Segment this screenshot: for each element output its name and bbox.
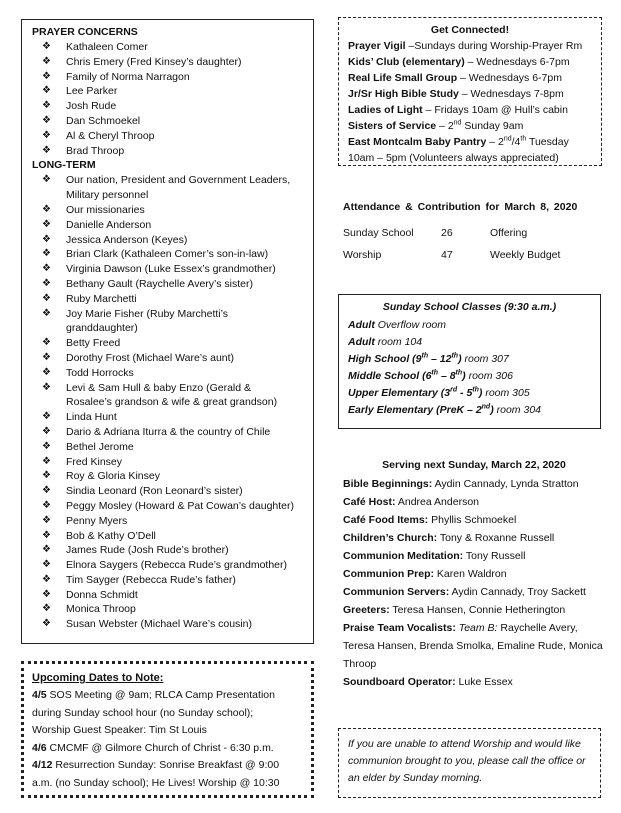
class-name: High School (9th – 12th) bbox=[348, 352, 462, 365]
diamond-bullet-icon: ❖ bbox=[42, 277, 51, 289]
diamond-bullet-icon: ❖ bbox=[42, 588, 51, 600]
long-term-text: Peggy Mosley (Howard & Pat Cowan’s daughter) bbox=[66, 499, 295, 512]
prayer-concern-text: Family of Norma Narragon bbox=[66, 70, 190, 83]
diamond-bullet-icon: ❖ bbox=[42, 85, 51, 97]
attendance-label: Sunday School bbox=[343, 227, 414, 239]
diamond-bullet-icon: ❖ bbox=[42, 544, 51, 556]
diamond-bullet-icon: ❖ bbox=[42, 351, 51, 363]
attendance-section bbox=[343, 200, 603, 266]
prayer-concern-item bbox=[32, 70, 305, 85]
long-term-item bbox=[32, 484, 305, 499]
long-term-text: Donna Schmidt bbox=[66, 588, 138, 601]
long-term-item bbox=[32, 602, 305, 617]
attendance-row bbox=[343, 222, 603, 244]
diamond-bullet-icon: ❖ bbox=[42, 144, 51, 156]
upcoming-text: SOS Meeting @ 9am; RLCA Camp Presentation bbox=[46, 689, 275, 701]
upcoming-text: a.m. (no Sunday school); He Lives! Worship @ 10:30 bbox=[32, 776, 280, 789]
serving-role: Praise Team Vocalists: bbox=[343, 622, 456, 634]
long-term-item bbox=[32, 425, 305, 440]
contribution-label: Offering bbox=[490, 227, 528, 239]
long-term-text: James Rude (Josh Rude’s brother) bbox=[66, 544, 229, 557]
long-term-text: Bethel Jerome bbox=[66, 440, 134, 453]
long-term-text: Brian Clark (Kathaleen Comer’s son-in-law) bbox=[66, 248, 269, 261]
class-name: Adult bbox=[348, 336, 375, 348]
get-connected-line bbox=[348, 86, 592, 102]
get-connected-line bbox=[348, 118, 592, 134]
class-room: room 304 bbox=[493, 404, 541, 416]
sunday-school-box bbox=[338, 294, 601, 429]
class-name: Middle School (6th – 8th) bbox=[348, 369, 466, 382]
sunday-school-class bbox=[348, 351, 591, 368]
prayer-concern-text: Josh Rude bbox=[66, 100, 117, 113]
serving-role: Communion Prep: bbox=[343, 568, 434, 580]
upcoming-dates-title: Upcoming Dates to Note: bbox=[32, 672, 164, 684]
serving-title: Serving next Sunday, March 22, 2020 bbox=[382, 459, 566, 471]
long-term-item bbox=[32, 262, 305, 277]
long-term-item bbox=[32, 277, 305, 292]
sunday-school-class bbox=[348, 368, 591, 385]
get-connected-line bbox=[348, 54, 592, 70]
diamond-bullet-icon: ❖ bbox=[42, 174, 51, 186]
class-room: room 104 bbox=[374, 336, 423, 348]
activity-name: Kids’ Club (elementary) bbox=[348, 56, 465, 68]
class-room: room 307 bbox=[461, 353, 509, 365]
get-connected-line bbox=[348, 150, 592, 166]
class-name: Upper Elementary (3rd - 5th) bbox=[348, 386, 483, 399]
long-term-item bbox=[32, 233, 305, 248]
long-term-text: Levi & Sam Hull & baby Enzo (Gerald & bbox=[66, 381, 252, 394]
upcoming-text: Resurrection Sunday: Sonrise Breakfast @ 9:00 bbox=[52, 759, 280, 771]
get-connected-line bbox=[348, 38, 592, 54]
long-term-text: Tim Sayger (Rebecca Rude’s father) bbox=[66, 573, 236, 586]
activity-name: Prayer Vigil bbox=[348, 40, 406, 52]
sunday-school-class bbox=[348, 334, 591, 351]
serving-role: Bible Beginnings: bbox=[343, 478, 433, 490]
diamond-bullet-icon: ❖ bbox=[42, 307, 51, 319]
get-connected-list bbox=[348, 38, 592, 166]
diamond-bullet-icon: ❖ bbox=[42, 41, 51, 52]
diamond-bullet-icon: ❖ bbox=[42, 411, 51, 423]
upcoming-date-line bbox=[32, 740, 303, 758]
diamond-bullet-icon: ❖ bbox=[42, 248, 51, 260]
upcoming-text: during Sunday school hour (no Sunday school); bbox=[32, 706, 254, 719]
upcoming-date-line bbox=[32, 775, 303, 793]
long-term-text: Betty Freed bbox=[66, 337, 121, 350]
long-term-text: Elnora Saygers (Rebecca Rude’s grandmother) bbox=[66, 559, 288, 572]
diamond-bullet-icon: ❖ bbox=[42, 55, 51, 67]
sunday-school-list bbox=[348, 317, 591, 419]
serving-item bbox=[343, 547, 605, 565]
serving-role: Soundboard Operator: bbox=[343, 676, 456, 688]
long-term-item bbox=[32, 558, 305, 573]
prayer-concern-text: Al & Cheryl Throop bbox=[66, 129, 155, 142]
diamond-bullet-icon: ❖ bbox=[42, 292, 51, 304]
long-term-item bbox=[32, 588, 305, 603]
diamond-bullet-icon: ❖ bbox=[42, 603, 51, 615]
prayer-concern-text: Kathaleen Comer bbox=[66, 41, 148, 53]
serving-names: Andrea Anderson bbox=[395, 496, 479, 508]
diamond-bullet-icon: ❖ bbox=[42, 559, 51, 571]
prayer-concern-text: Chris Emery (Fred Kinsey’s daughter) bbox=[66, 55, 242, 68]
activity-schedule: – 2nd Sunday 9am bbox=[436, 119, 524, 132]
serving-names: Teresa Hansen, Connie Hetherington bbox=[389, 604, 566, 616]
serving-names: Karen Waldron bbox=[434, 568, 507, 580]
serving-names: Tony & Roxanne Russell bbox=[437, 532, 555, 544]
long-term-text: Our missionaries bbox=[66, 203, 145, 216]
attendance-title: Attendance & Contribution for March 8, 2020 bbox=[343, 201, 578, 213]
upcoming-date-line bbox=[32, 687, 303, 705]
long-term-item bbox=[32, 573, 305, 588]
long-term-text: Susan Webster (Michael Ware’s cousin) bbox=[66, 618, 252, 631]
diamond-bullet-icon: ❖ bbox=[42, 366, 51, 378]
serving-role: Café Host: bbox=[343, 496, 396, 508]
diamond-bullet-icon: ❖ bbox=[42, 455, 51, 467]
contribution-label: Weekly Budget bbox=[490, 249, 561, 261]
serving-item bbox=[343, 529, 605, 547]
long-term-item bbox=[32, 336, 305, 351]
long-term-item bbox=[32, 351, 305, 366]
long-term-text: Military personnel bbox=[66, 189, 149, 202]
long-term-item bbox=[32, 410, 305, 425]
long-term-text: Todd Horrocks bbox=[66, 366, 134, 379]
diamond-bullet-icon: ❖ bbox=[42, 425, 51, 437]
long-term-text: Bethany Gault (Raychelle Avery’s sister) bbox=[66, 277, 253, 290]
diamond-bullet-icon: ❖ bbox=[42, 263, 51, 275]
communion-note-text: If you are unable to attend Worship and would like communion brought to you, please call the office or an elder by Sunday morning. bbox=[348, 738, 586, 784]
prayer-concerns-box bbox=[21, 19, 314, 644]
serving-names: Aydin Cannady, Troy Sackett bbox=[449, 586, 586, 598]
diamond-bullet-icon: ❖ bbox=[42, 218, 51, 230]
communion-note-box bbox=[338, 728, 601, 798]
prayer-concern-item bbox=[32, 144, 305, 159]
long-term-text: Ruby Marchetti bbox=[66, 292, 137, 305]
activity-name: East Montcalm Baby Pantry bbox=[348, 136, 487, 148]
diamond-bullet-icon: ❖ bbox=[42, 129, 51, 141]
activity-schedule: – Wednesdays 7-8pm bbox=[458, 88, 564, 100]
long-term-item bbox=[32, 292, 305, 307]
attendance-label: Worship bbox=[343, 249, 382, 261]
class-name: Early Elementary (PreK – 2nd) bbox=[348, 403, 494, 416]
long-term-item bbox=[32, 514, 305, 529]
activity-schedule: – Wednesdays 6-7pm bbox=[457, 72, 562, 84]
activity-name: Ladies of Light bbox=[348, 104, 423, 116]
serving-section bbox=[343, 458, 605, 691]
diamond-bullet-icon: ❖ bbox=[42, 233, 51, 245]
serving-item bbox=[343, 619, 605, 673]
diamond-bullet-icon: ❖ bbox=[42, 381, 51, 393]
get-connected-line bbox=[348, 134, 592, 150]
serving-item bbox=[343, 511, 605, 529]
class-room: room 306 bbox=[465, 370, 513, 382]
long-term-text: Danielle Anderson bbox=[66, 218, 152, 231]
serving-names: Aydin Cannady, Lynda Stratton bbox=[432, 478, 579, 490]
attendance-value: 26 bbox=[441, 227, 453, 239]
serving-item bbox=[343, 475, 605, 493]
prayer-concern-text: Brad Throop bbox=[66, 144, 125, 157]
prayer-concern-item bbox=[32, 55, 305, 70]
prayer-concerns-list bbox=[32, 40, 305, 158]
get-connected-title: Get Connected! bbox=[430, 24, 510, 36]
activity-schedule: –Sundays during Worship-Prayer Rm bbox=[405, 40, 583, 52]
activity-schedule: – Wednesdays 6-7pm bbox=[464, 56, 570, 68]
upcoming-text: Worship Guest Speaker: Tim St Louis bbox=[32, 724, 207, 736]
activity-name: Sisters of Service bbox=[348, 120, 437, 132]
serving-team: Team B: bbox=[455, 622, 498, 634]
serving-names: Phyllis Schmoekel bbox=[428, 514, 517, 526]
long-term-item bbox=[32, 366, 305, 381]
diamond-bullet-icon: ❖ bbox=[42, 337, 51, 349]
prayer-concern-item bbox=[32, 129, 305, 144]
diamond-bullet-icon: ❖ bbox=[42, 114, 51, 126]
diamond-bullet-icon: ❖ bbox=[42, 203, 51, 215]
prayer-concern-text: Lee Parker bbox=[66, 85, 118, 98]
serving-role: Communion Meditation: bbox=[343, 550, 464, 562]
serving-role: Children’s Church: bbox=[343, 532, 438, 544]
activity-name: Real Life Small Group bbox=[348, 72, 458, 84]
sunday-school-class bbox=[348, 317, 591, 334]
prayer-concern-item bbox=[32, 99, 305, 114]
diamond-bullet-icon: ❖ bbox=[42, 485, 51, 497]
get-connected-box bbox=[338, 17, 602, 166]
activity-schedule: – 2nd/4th Tuesday bbox=[486, 135, 569, 148]
attendance-table bbox=[343, 222, 603, 266]
sunday-school-class bbox=[348, 385, 591, 402]
long-term-text: Virginia Dawson (Luke Essex’s grandmother) bbox=[66, 263, 276, 276]
long-term-list bbox=[32, 173, 305, 632]
long-term-text: Rosalee’s grandson & wife & great grandson) bbox=[66, 396, 278, 409]
serving-item bbox=[343, 673, 605, 691]
diamond-bullet-icon: ❖ bbox=[42, 573, 51, 585]
serving-names: Raychelle Avery, Teresa Hansen, Brenda Smolka, Emaline Rude, Monica Throop bbox=[343, 622, 603, 670]
long-term-item bbox=[32, 203, 305, 218]
upcoming-date: 4/6 bbox=[32, 741, 47, 754]
get-connected-line bbox=[348, 70, 592, 86]
long-term-text: Sindia Leonard (Ron Leonard’s sister) bbox=[66, 485, 243, 498]
long-term-text: Penny Myers bbox=[66, 514, 128, 527]
long-term-item bbox=[32, 529, 305, 544]
activity-schedule: 10am – 5pm (Volunteers always appreciated) bbox=[348, 152, 559, 164]
long-term-text: Dorothy Frost (Michael Ware’s aunt) bbox=[66, 351, 235, 364]
serving-item bbox=[343, 493, 605, 511]
long-term-text: Joy Marie Fisher (Ruby Marchetti’s bbox=[66, 307, 229, 320]
upcoming-date-line bbox=[32, 757, 303, 775]
serving-names: Luke Essex bbox=[455, 676, 513, 688]
upcoming-date-line bbox=[32, 722, 303, 740]
diamond-bullet-icon: ❖ bbox=[42, 514, 51, 526]
activity-schedule: – Fridays 10am @ Hull’s cabin bbox=[422, 104, 568, 116]
long-term-text: Linda Hunt bbox=[66, 411, 117, 424]
long-term-text: Our nation, President and Government Leaders, bbox=[66, 174, 291, 187]
upcoming-dates-box bbox=[21, 661, 314, 798]
long-term-item bbox=[32, 381, 305, 411]
long-term-item bbox=[32, 440, 305, 455]
diamond-bullet-icon: ❖ bbox=[42, 100, 51, 112]
activity-name: Jr/Sr High Bible Study bbox=[348, 88, 459, 100]
long-term-item bbox=[32, 499, 305, 514]
serving-item bbox=[343, 583, 605, 601]
class-room: room 305 bbox=[482, 387, 530, 399]
diamond-bullet-icon: ❖ bbox=[42, 70, 51, 82]
prayer-concern-item bbox=[32, 114, 305, 129]
class-name: Adult bbox=[348, 319, 375, 331]
prayer-concern-item bbox=[32, 84, 305, 99]
long-term-text: Roy & Gloria Kinsey bbox=[66, 470, 160, 483]
long-term-text: Monica Throop bbox=[66, 603, 136, 616]
diamond-bullet-icon: ❖ bbox=[42, 529, 51, 541]
upcoming-date-line bbox=[32, 705, 303, 723]
prayer-concerns-heading: PRAYER CONCERNS bbox=[32, 26, 138, 38]
long-term-item bbox=[32, 469, 305, 484]
upcoming-text: CMCMF @ Gilmore Church of Christ - 6:30 p.m. bbox=[46, 741, 274, 754]
long-term-heading: LONG-TERM bbox=[32, 159, 96, 172]
serving-role: Greeters: bbox=[343, 604, 390, 616]
class-room: Overflow room bbox=[374, 319, 447, 331]
long-term-text: Dario & Adriana Iturra & the country of Chile bbox=[66, 425, 271, 438]
upcoming-dates-list bbox=[32, 687, 303, 792]
diamond-bullet-icon: ❖ bbox=[42, 440, 51, 452]
get-connected-line bbox=[348, 102, 592, 118]
serving-item bbox=[343, 565, 605, 583]
long-term-item bbox=[32, 543, 305, 558]
diamond-bullet-icon: ❖ bbox=[42, 618, 51, 630]
long-term-text: granddaughter) bbox=[66, 322, 138, 335]
serving-role: Communion Servers: bbox=[343, 586, 450, 598]
attendance-value: 47 bbox=[441, 249, 453, 261]
diamond-bullet-icon: ❖ bbox=[42, 470, 51, 482]
long-term-item bbox=[32, 455, 305, 470]
long-term-item bbox=[32, 247, 305, 262]
prayer-concern-item bbox=[32, 40, 305, 55]
attendance-row bbox=[343, 244, 603, 266]
long-term-text: Fred Kinsey bbox=[66, 455, 123, 468]
upcoming-date: 4/12 bbox=[32, 759, 53, 771]
long-term-text: Bob & Kathy O’Dell bbox=[66, 529, 156, 542]
long-term-item bbox=[32, 173, 305, 203]
upcoming-date: 4/5 bbox=[32, 689, 47, 701]
prayer-concern-text: Dan Schmoekel bbox=[66, 114, 141, 127]
long-term-text: Jessica Anderson (Keyes) bbox=[66, 233, 188, 246]
serving-names: Tony Russell bbox=[463, 550, 526, 562]
serving-list bbox=[343, 475, 605, 691]
serving-role: Café Food Items: bbox=[343, 514, 429, 526]
long-term-item bbox=[32, 218, 305, 233]
serving-item bbox=[343, 601, 605, 619]
long-term-item bbox=[32, 617, 305, 632]
diamond-bullet-icon: ❖ bbox=[42, 499, 51, 511]
long-term-item bbox=[32, 307, 305, 337]
sunday-school-class bbox=[348, 402, 591, 419]
sunday-school-title: Sunday School Classes (9:30 a.m.) bbox=[382, 301, 557, 313]
